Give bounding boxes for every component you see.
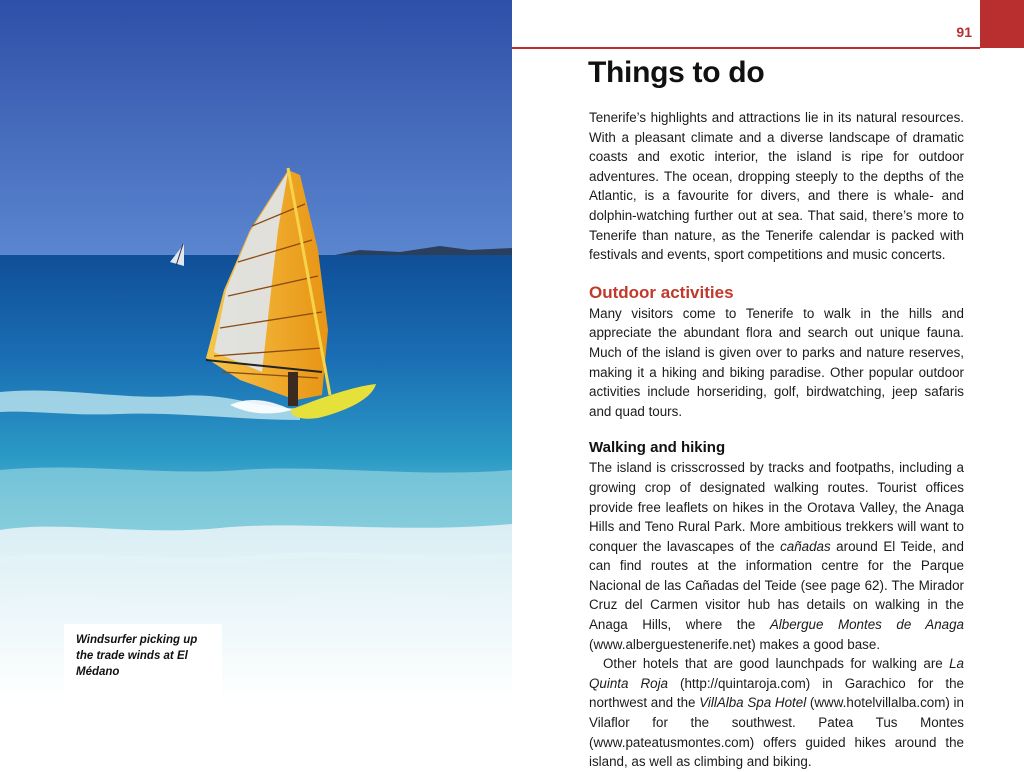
header-rule xyxy=(512,47,980,49)
page-number: 91 xyxy=(956,24,972,40)
photo-caption: Windsurfer picking up the trade winds at El Médano xyxy=(64,624,222,702)
text-page xyxy=(512,0,1024,770)
page-tab xyxy=(980,0,1024,48)
outdoor-paragraph: Many visitors come to Tenerife to walk in the hills and appreciate the abundant flora and search out unique fauna. Much of the island is given over to parks and nature reserves, making it a hiking and biking paradise. Other popular outdoor activities include horseriding, golf, birdwatching, jeep safaris and quad tours. xyxy=(589,305,964,419)
section-heading-outdoor: Outdoor activities xyxy=(589,282,734,302)
intro-paragraph: Tenerife’s highlights and attractions lie in its natural resources. With a pleasant climate and a diverse landscape of dramatic coasts and exotic interior, the island is ripe for outdoor adventures. The ocean, dropping steeply to the depths of the Atlantic, is a favourite for divers, and there is whale- and dolphin-watching further out at sea. That said, there’s more to Tenerife than nature, as the Tenerife calendar is packed with festivals and events, sport competitions and music concerts. xyxy=(589,110,964,263)
walking-paragraph-1: The island is crisscrossed by tracks and footpaths, including a growing crop of designated walking routes. Tourist offices provide free leaflets on hikes in the Orotava Valley, the Anaga Hills and Teno Rural Park. More ambitious trekkers will want to conquer the lavascapes of the cañadas around El Teide, and can find routes at the information centre for the Parque Nacional de las Cañadas del Teide (see page 62). The Mirador Cruz del Carmen visitor hub has details on walking in the Anaga Hills, where the Albergue Montes de Anaga (www.alberguestenerife.net) makes a good base. xyxy=(589,460,964,652)
subsection-heading-walking: Walking and hiking xyxy=(589,439,726,457)
article-body xyxy=(589,108,964,772)
page-title: Things to do xyxy=(588,56,765,89)
walking-paragraph-2: Other hotels that are good launchpads for walking are La Quinta Roja (http://quintaroja.com) in Garachico for the northwest and the VillAlba Spa Hotel (www.hotelvillalba.com) in Vilaflor for the southwest. Patea Tus Montes (www.pateatusmontes.com) offers guided hikes around the island, as well as climbing and biking. xyxy=(589,656,965,770)
windsurfer-photo xyxy=(0,0,512,702)
